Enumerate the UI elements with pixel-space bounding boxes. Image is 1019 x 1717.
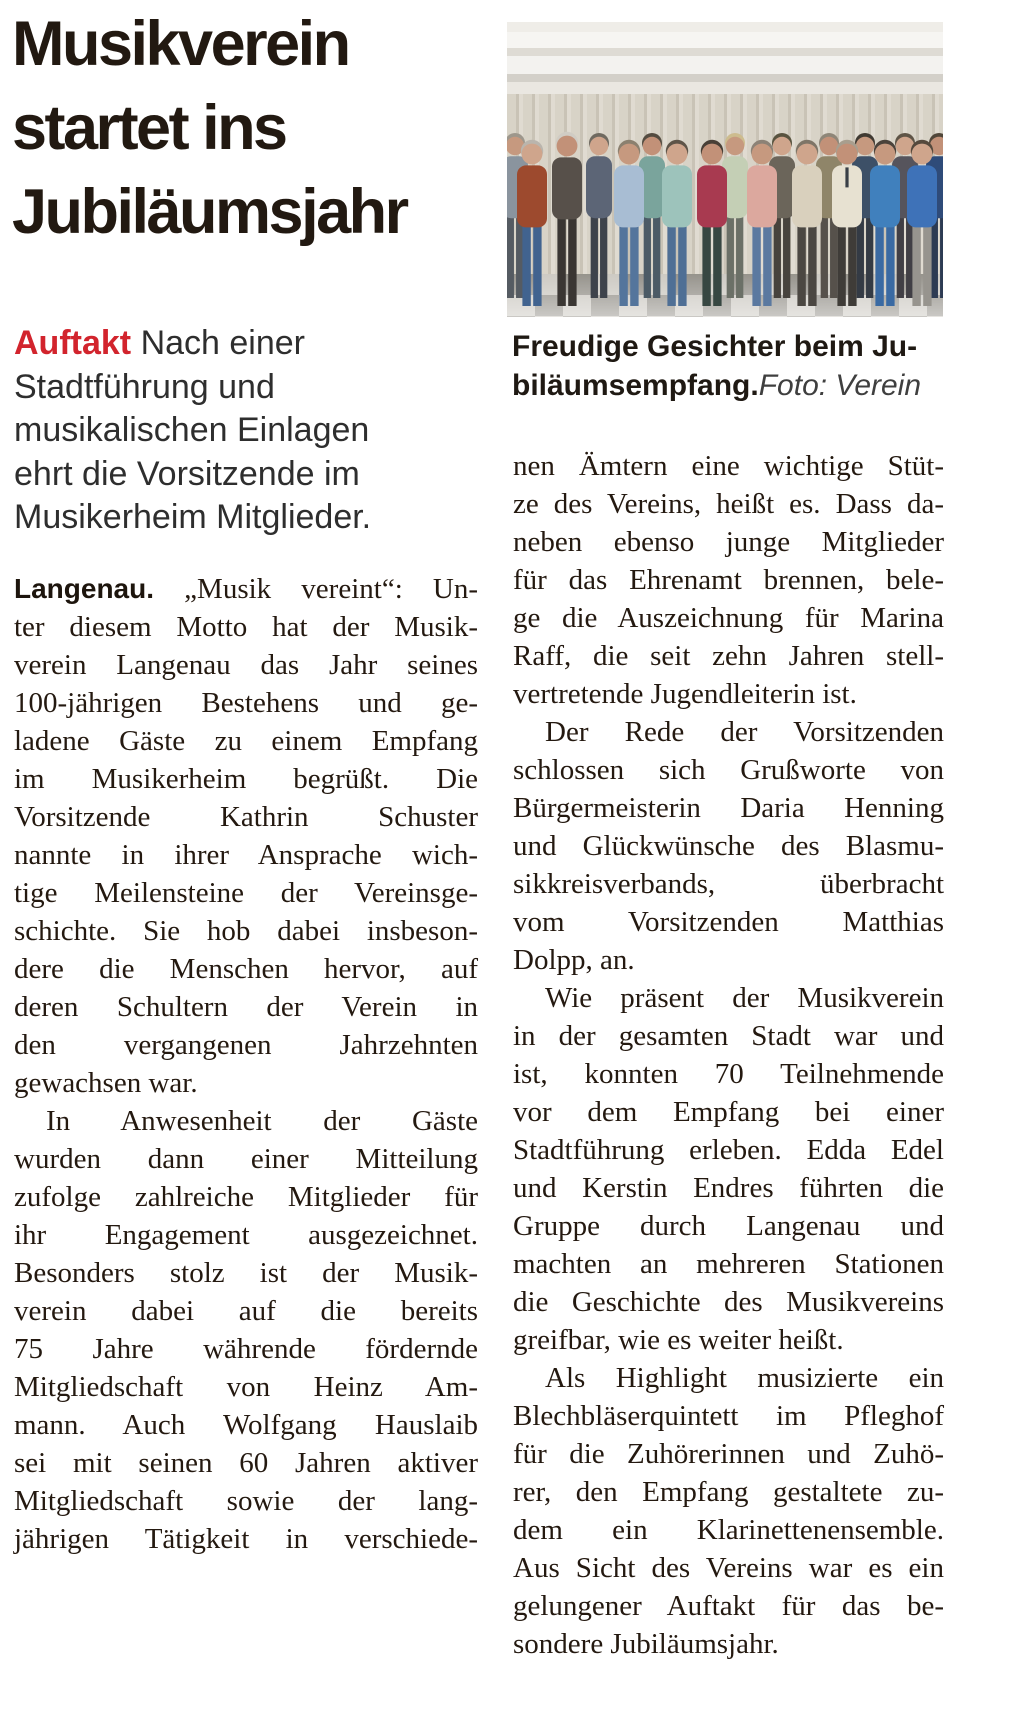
body-line: 75 Jahre währende fördernde — [14, 1333, 478, 1365]
body-column-right — [513, 447, 944, 1663]
body-line: ist, konnten 70 Teilnehmende — [513, 1058, 944, 1090]
body-line: verein Langenau das Jahr seines — [14, 649, 478, 681]
body-line: Raff, die seit zehn Jahren stell- — [513, 640, 944, 672]
body-line: dere die Menschen hervor, auf — [14, 953, 478, 985]
body-line: Gruppe durch Langenau und — [513, 1210, 944, 1242]
body-line: gewachsen war. — [14, 1067, 198, 1099]
body-line: In Anwesenheit der Gäste — [46, 1105, 478, 1137]
body-line: Bürgermeisterin Daria Henning — [513, 792, 944, 824]
body-line: Aus Sicht des Vereins war es ein — [513, 1552, 944, 1584]
body-line: für die Zuhörerinnen und Zuhö- — [513, 1438, 944, 1470]
body-line: vor dem Empfang bei einer — [513, 1096, 944, 1128]
body-line: ihr Engagement ausgezeichnet. — [14, 1219, 478, 1251]
body-line: mann. Auch Wolfgang Hauslaib — [14, 1409, 478, 1441]
body-line: wurden dann einer Mitteilung — [14, 1143, 478, 1175]
caption-line: Freudige Gesichter beim Ju- — [512, 330, 918, 363]
body-line: Blechbläserquintett im Pfleghof — [513, 1400, 944, 1432]
body-line: Stadtführung erleben. Edda Edel — [513, 1134, 944, 1166]
body-line: Besonders stolz ist der Musik- — [14, 1257, 478, 1289]
body-line: sei mit seinen 60 Jahren aktiver — [14, 1447, 478, 1479]
headline-line: Musikverein — [12, 9, 349, 79]
body-line: den vergangenen Jahrzehnten — [14, 1029, 478, 1061]
body-line: Mitgliedschaft sowie der lang- — [14, 1485, 478, 1517]
body-line: dem ein Klarinettenensemble. — [513, 1514, 944, 1546]
body-line: sikkreisverbands, überbracht — [513, 868, 944, 900]
body-line: vom Vorsitzenden Matthias — [513, 906, 944, 938]
body-line: Langenau. „Musik vereint“: Un- — [14, 573, 478, 605]
body-line: zufolge zahlreiche Mitglieder für — [14, 1181, 478, 1213]
article-intro — [14, 322, 434, 540]
body-line: tige Meilensteine der Vereinsge- — [14, 877, 478, 909]
body-line: machten an mehreren Stationen — [513, 1248, 944, 1280]
body-line: ladene Gäste zu einem Empfang — [14, 725, 478, 757]
intro-text: Nach einer Stadtführung und musikalischen Einlagen ehrt die Vorsitzende im Musikerheim Mitglieder. — [14, 324, 372, 536]
body-line: gelungener Auftakt für das be- — [513, 1590, 944, 1622]
body-line: ze des Vereins, heißt es. Dass da- — [513, 488, 944, 520]
body-line: 100-jährigen Bestehens und ge- — [14, 687, 478, 719]
kicker-label: Auftakt — [14, 324, 132, 362]
body-line: nannte in ihrer Ansprache wich- — [14, 839, 478, 871]
body-line: in der gesamten Stadt war und — [513, 1020, 944, 1052]
body-line: schichte. Sie hob dabei insbeson- — [14, 915, 478, 947]
headline-line: startet ins — [12, 93, 286, 163]
body-line: schlossen sich Grußworte von — [513, 754, 944, 786]
group-photo-illustration — [507, 22, 943, 317]
body-line: deren Schultern der Verein in — [14, 991, 478, 1023]
body-line: Mitgliedschaft von Heinz Am- — [14, 1371, 478, 1403]
body-line: vertretende Jugendleiterin ist. — [513, 678, 857, 710]
body-line: sondere Jubiläumsjahr. — [513, 1628, 779, 1660]
body-line: Als Highlight musizierte ein — [545, 1362, 944, 1394]
body-line: ge die Auszeichnung für Marina — [513, 602, 944, 634]
body-line: Dolpp, an. — [513, 944, 635, 976]
body-line: und Kerstin Endres führten die — [513, 1172, 944, 1204]
body-line: die Geschichte des Musikvereins — [513, 1286, 944, 1318]
body-line: Wie präsent der Musikverein — [545, 982, 944, 1014]
body-line: verein dabei auf die bereits — [14, 1295, 478, 1327]
body-line: greifbar, wie es weiter heißt. — [513, 1324, 844, 1356]
body-line: und Glückwünsche des Blasmu- — [513, 830, 944, 862]
body-line: Der Rede der Vorsitzenden — [545, 716, 944, 748]
body-column-left — [14, 570, 478, 1558]
body-line: jährigen Tätigkeit in verschiede- — [14, 1523, 478, 1555]
body-line: Vorsitzende Kathrin Schuster — [14, 801, 478, 833]
headline-line: Jubiläumsjahr — [12, 177, 407, 247]
photo-credit: Foto: Verein — [758, 369, 922, 402]
article-photo — [507, 22, 943, 317]
photo-ceiling — [507, 22, 943, 32]
body-line: rer, den Empfang gestaltete zu- — [513, 1476, 944, 1508]
body-line: im Musikerheim begrüßt. Die — [14, 763, 478, 795]
dateline: Langenau. — [14, 573, 155, 604]
body-line: ter diesem Motto hat der Musik- — [14, 611, 478, 643]
body-line: nen Ämtern eine wichtige Stüt- — [513, 450, 944, 482]
body-line: für das Ehrenamt brennen, bele- — [513, 564, 944, 596]
body-line: neben ebenso junge Mitglieder — [513, 526, 944, 558]
caption-line: biläumsempfang.Foto: Verein — [512, 369, 922, 402]
photo-caption — [512, 327, 944, 405]
article-headline — [12, 2, 492, 254]
